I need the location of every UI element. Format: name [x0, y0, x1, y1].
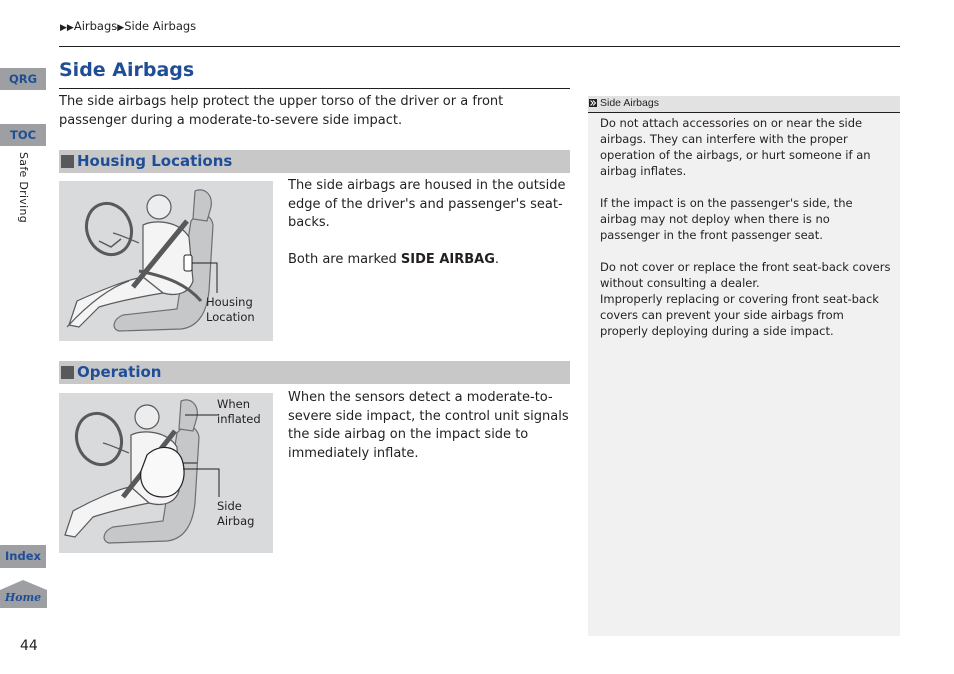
- note-header-title: Side Airbags: [600, 97, 659, 109]
- housing-text-2-suffix: .: [494, 252, 500, 267]
- housing-text-2-prefix: Both are marked: [288, 252, 401, 267]
- housing-text-2: [288, 251, 570, 270]
- note-paragraph-2: If the impact is on the passenger's side, the airbag may not deploy when there is no passenger in the front passenger seat.: [600, 196, 853, 242]
- operation-illustration: [59, 393, 273, 553]
- note-paragraph-1: Do not attach accessories on or near the side airbags. They can interfere with the proper operation of the airbags, or hurt someone if an airbag inflates.: [600, 116, 871, 178]
- toc-tab[interactable]: [0, 124, 46, 146]
- breadcrumb-side-airbags[interactable]: Side Airbags: [124, 19, 197, 33]
- note-paragraph-3: Do not cover or replace the front seat-back covers without consulting a dealer.: [600, 260, 891, 290]
- home-icon: [0, 580, 47, 608]
- operation-text: When the sensors detect a moderate-to-severe side impact, the control unit signals the side airbag on the impact side to immediately inflate.: [288, 390, 569, 461]
- housing-caption-line1: Housing: [206, 295, 253, 309]
- operation-caption-top-line1: When: [217, 397, 251, 411]
- note-header: [588, 96, 900, 113]
- chapter-label: Safe Driving: [17, 152, 30, 224]
- page-number: 44: [20, 638, 38, 654]
- note-panel: [588, 96, 900, 636]
- home-label: Home: [4, 591, 42, 604]
- note-body: [600, 115, 892, 339]
- note-paragraph-4: Improperly replacing or covering front seat-back covers can prevent your side airbags from properly deploying during a side impact.: [600, 292, 879, 338]
- housing-caption-line2: Location: [206, 310, 255, 324]
- housing-section-header: [59, 150, 570, 173]
- housing-text-1: The side airbags are housed in the outside edge of the driver's and passenger's seat-backs.: [288, 178, 566, 230]
- note-reference-icon: [589, 99, 597, 107]
- page-title: Side Airbags: [59, 59, 195, 81]
- index-label: Index: [5, 549, 41, 563]
- square-bullet-icon: [61, 366, 74, 379]
- breadcrumb-airbags[interactable]: Airbags: [73, 19, 118, 33]
- qrg-label: QRG: [8, 72, 38, 86]
- title-rule: [59, 88, 570, 89]
- operation-caption-top-line2: inflated: [217, 412, 261, 426]
- home-button[interactable]: [0, 580, 47, 608]
- operation-caption-bottom-line1: Side: [217, 499, 242, 513]
- double-arrow-icon: ▶▶: [60, 23, 74, 33]
- operation-heading: Operation: [77, 363, 162, 381]
- operation-caption-bottom-line2: Airbag: [217, 514, 255, 528]
- housing-heading: Housing Locations: [77, 152, 233, 170]
- toc-label: TOC: [9, 128, 37, 142]
- intro-text: The side airbags help protect the upper torso of the driver or a front passenger during a moderate-to-severe side impact.: [59, 94, 504, 128]
- breadcrumb: [60, 19, 196, 33]
- operation-section-header: [59, 361, 570, 384]
- square-bullet-icon: [61, 155, 74, 168]
- arrow-icon: ▶: [117, 23, 125, 33]
- qrg-tab[interactable]: [0, 68, 46, 90]
- index-tab[interactable]: [0, 545, 46, 568]
- header-rule: [59, 46, 900, 47]
- side-airbag-marking: SIDE AIRBAG: [400, 252, 495, 267]
- housing-illustration: [59, 181, 273, 341]
